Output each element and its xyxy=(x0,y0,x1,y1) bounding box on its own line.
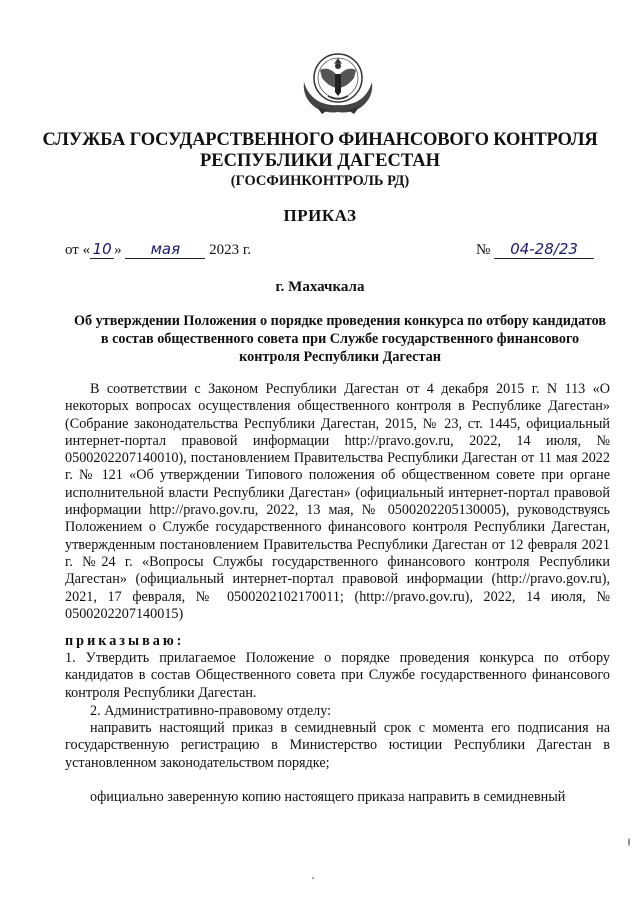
date-quote-close: » xyxy=(114,242,122,258)
scan-speck xyxy=(628,838,630,846)
number-prefix: № xyxy=(476,242,491,258)
date-month-handwritten: мая xyxy=(125,240,205,259)
date-day-handwritten: 10 xyxy=(90,240,114,259)
order-date xyxy=(65,240,251,259)
agency-name-line2: РЕСПУБЛИКИ ДАГЕСТАН xyxy=(199,151,441,171)
order-subject: Об утверждении Положения о порядке проведения конкурса по отбору кандидатов в состав общественного совета при Службе государственного финансового контроля Республики Дагестан xyxy=(74,313,606,365)
order-item-2-subitem: направить настоящий приказ в семидневный срок с момента его подписания на государственную регистрацию в Министерство юстиции Республики Дагестан в установленном законодательством порядке; xyxy=(65,720,610,771)
number-value-handwritten: 04-28/23 xyxy=(494,240,594,259)
order-item-3: официально заверенную копию настоящего приказа направить в семидневный xyxy=(90,789,566,805)
orders-word: приказываю: xyxy=(65,633,185,649)
date-year: 2023 г. xyxy=(209,242,252,258)
document-type-title: ПРИКАЗ xyxy=(283,206,357,225)
date-prefix: от « xyxy=(65,242,91,258)
scan-speck xyxy=(312,877,314,879)
city: г. Махачкала xyxy=(275,279,365,295)
preamble-paragraph: В соответствии с Законом Республики Дагестан от 4 декабря 2015 г. N 113 «О некоторых вопросах осуществления общественного контроля в Республике Дагестан» (Собрание законодательства Республики Дагестан, 2015, № 23, ст. 1445, официальный интернет-портал правовой информации http://pravo.gov.ru, 2022, 14 июля, № 0500202207140010), постановлением Правительства Республики Дагестан от 11 мая 2022 г. № 121 «Об утверждении Типового положения об общественном совете при органе исполнительной власти Республики Дагестан» (официальный интернет-портал правовой информации http://pravo.gov.ru, 2022, 13 мая, № 0500202205130005), руководствуясь Положением о Службе государственного финансового контроля Республики Дагестан, утвержденным постановлением Правительства Республики Дагестан от 12 февраля 2021 г. №24 г. «Вопросы Службы государственного финансового контроля Республики Дагестан» (официальный интернет-портал правовой информации (http://pravo.gov.ru), 2021, 17 февраля, № 0500202102170011; (http://pravo.gov.ru), 2022, 14 июля, № 0500202207140015) xyxy=(65,381,610,622)
agency-name-line1: СЛУЖБА ГОСУДАРСТВЕННОГО ФИНАНСОВОГО КОНТРОЛЯ xyxy=(42,130,598,150)
order-number xyxy=(476,240,594,259)
agency-short-name: (ГОСФИНКОНТРОЛЬ РД) xyxy=(230,173,410,189)
order-item-2: 2. Административно-правовому отделу: xyxy=(90,703,332,719)
order-item-1: 1. Утвердить прилагаемое Положение о порядке проведения конкурса по отбору кандидатов в состав Общественного совета при Службе государственного финансового контроля Республики Дагестан. xyxy=(65,650,610,701)
coat-of-arms-emblem xyxy=(298,48,378,120)
